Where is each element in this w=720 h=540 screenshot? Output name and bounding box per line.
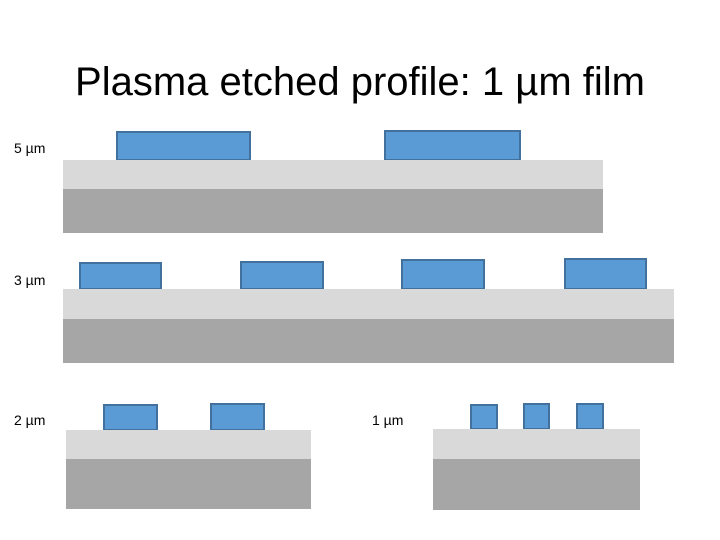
etched-line <box>576 403 604 430</box>
film-layer <box>63 160 603 189</box>
etched-line <box>401 259 485 290</box>
label-3um: 3 µm <box>14 272 46 288</box>
label-5um: 5 µm <box>14 140 46 156</box>
substrate-layer <box>433 459 640 510</box>
film-layer <box>66 430 311 459</box>
etched-line <box>523 403 550 430</box>
film-layer <box>433 429 640 459</box>
etched-line <box>470 404 498 430</box>
substrate-layer <box>66 459 311 509</box>
etched-line <box>564 258 647 290</box>
etched-line <box>79 262 162 290</box>
etched-line <box>210 403 265 431</box>
etched-line <box>116 131 251 161</box>
label-2um: 2 µm <box>14 412 46 428</box>
etched-line <box>240 261 324 290</box>
substrate-layer <box>63 319 674 363</box>
substrate-layer <box>63 189 603 233</box>
slide-title: Plasma etched profile: 1 µm film <box>75 60 645 104</box>
etched-line <box>384 130 521 161</box>
etched-line <box>103 404 158 431</box>
label-1um: 1 µm <box>372 412 404 428</box>
film-layer <box>63 289 674 319</box>
